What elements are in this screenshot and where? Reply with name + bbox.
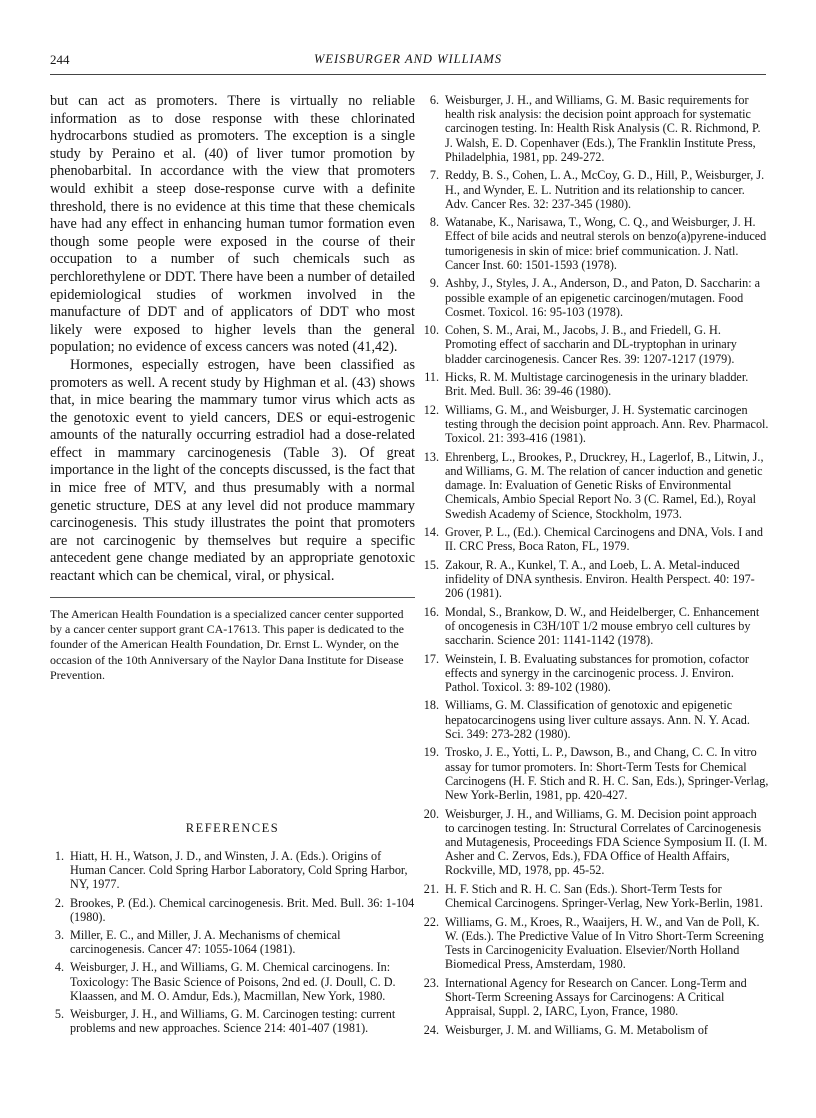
references-heading: REFERENCES — [185, 821, 280, 835]
reference-item — [421, 915, 769, 972]
reference-item — [421, 1023, 769, 1037]
reference-text: Weisburger, J. H., and Williams, G. M. Carcinogen testing: current problems and new approaches. Science 214: 401-407 (1981). — [70, 1007, 396, 1036]
reference-text: Hicks, R. M. Multistage carcinogenesis in the urinary bladder. Brit. Med. Bull. 36: 39-46 (1980). — [445, 370, 749, 399]
reference-item — [421, 168, 769, 211]
reference-number: 14. — [423, 525, 439, 540]
reference-item — [421, 450, 769, 521]
reference-item — [50, 1007, 415, 1035]
reference-text: Trosko, J. E., Yotti, L. P., Dawson, B., and Chang, C. C. In vitro assay for tumor promoters. In: Short-Term Tests for Chemical Carcinogens (H. F. Stich and R. H. C. San, Eds.), Springer-Verlag, New York-Berlin, 1981, pp. 420-427. — [445, 745, 769, 802]
reference-text: Hiatt, H. H., Watson, J. D., and Winsten, J. A. (Eds.). Origins of Human Cancer. Cold Spring Harbor Laboratory, Cold Spring Harbor, NY, 1977. — [70, 849, 408, 892]
reference-item — [50, 960, 415, 1003]
foundation-note: The American Health Foundation is a specialized cancer center supported by a cancer center support grant CA-17613. This paper is dedicated to the founder of the American Health Foundation, Dr. Ernst L. Wynder, on the occasion of the 10th Anniversary of the Naylor Dana Institute for Disease Prevention. — [50, 607, 404, 682]
reference-number: 23. — [423, 975, 439, 990]
reference-number: 12. — [423, 402, 439, 417]
reference-item — [50, 896, 415, 924]
reference-text: Williams, G. M. Classification of genotoxic and epigenetic hepatocarcinogens using liver culture assays. Ann. N. Y. Acad. Sci. 349: 273-282 (1980). — [445, 698, 750, 741]
reference-number: 20. — [423, 806, 439, 821]
reference-number: 21. — [423, 881, 439, 896]
reference-text: Weinstein, I. B. Evaluating substances for promotion, cofactor effects and synergy in the carcinogenic process. J. Environ. Pathol. Toxicol. 3: 89-102 (1980). — [445, 651, 749, 694]
reference-text: Williams, G. M., and Weisburger, J. H. Systematic carcinogen testing through the decision point approach. Ann. Rev. Pharmacol. Toxicol. 21: 393-416 (1981). — [445, 402, 769, 446]
reference-text: Weisburger, J. H., and Williams, G. M. Basic requirements for health risk analysis: the decision point approach for systematic carcinogen testing. In: Health Risk Analysis (C. R. Richmond, P. J. Walsh, E. D. Copenhaver (Eds.), The Franklin Institute Press, Philadelphia, 1981, pp. 249-272. — [445, 93, 761, 164]
reference-text: H. F. Stich and R. H. C. San (Eds.). Short-Term Tests for Chemical Carcinogens. Springer-Verlag, New York-Berlin, 1981. — [445, 881, 763, 911]
reference-item — [421, 276, 769, 319]
reference-number: 22. — [423, 914, 439, 929]
reference-number: 2. — [54, 895, 64, 910]
reference-number: 9. — [429, 276, 439, 291]
reference-number: 17. — [423, 651, 439, 666]
reference-text: Brookes, P. (Ed.). Chemical carcinogenesis. Brit. Med. Bull. 36: 1-104 (1980). — [70, 895, 415, 924]
reference-text: Watanabe, K., Narisawa, T., Wong, C. Q., and Weisburger, J. H. Effect of bile acids and neutral sterols on benzo(a)pyrene-induced tumorigenesis in skin of mice: brief communication. J. Natl. Cancer Inst. 60: 1501-1593 (1978). — [445, 215, 767, 272]
reference-text: Weisburger, J. M. and Williams, G. M. Metabolism of — [445, 1022, 708, 1037]
references-list-left — [50, 849, 415, 1039]
reference-item — [421, 652, 769, 695]
reference-item — [421, 698, 769, 741]
page-header — [50, 52, 766, 74]
body-text-column — [50, 93, 415, 586]
body-paragraph: but can act as promoters. There is virtually no reliable information as to dose response with these chlorinated hydrocarbons studied as promoters. The exception is a single study by Peraino et al. (40) of liver tumor promotion by phenobarbital. In accordance with the view that promoters would exhibit a steep dose-response curve with a definite threshold, there is no evidence at this time that these chemicals have had any effect in enhancing human tumor formation even though some people were exposed in the course of their occupation to a number of such chemicals such as perchlorethylene or DDT. There have been a number of detailed epidemiological studies of workmen involved in the manufacture of DDT and of applicators of DDT who most likely were exposed to higher levels than the general population; no evidence of excess cancers was noted (41,42). — [50, 93, 415, 356]
reference-text: Reddy, B. S., Cohen, L. A., McCoy, G. D., Hill, P., Weisburger, J. H., and Wynder, E. L. Nutrition and its relationship to cancer. Adv. Cancer Res. 32: 237-345 (1980). — [445, 168, 765, 211]
reference-number: 10. — [423, 323, 439, 338]
reference-item — [421, 323, 769, 366]
body-paragraph: Hormones, especially estrogen, have been classified as promoters as well. A recent study by Highman et al. (43) shows that, in mice bearing the mammary tumor virus which acts as the genotoxic event to yield cancers, DES or equi-estrogenic amounts of the naturally occurring estradiol had a dose-related effect in mammary carcinogenesis (Table 3). Of great importance in the light of the concepts discussed, is the fact that in mice free of MTV, and thus presumably with a normal genetic structure, DES at any level did not produce mammary carcinogenesis. This study illustrates the point that promoters are not carcinogenic by themselves but require a specific antecedent gene change mediated by an appropriate genotoxic reactant which can be chemical, viral, or physical. — [50, 356, 415, 585]
reference-text: Mondal, S., Brankow, D. W., and Heidelberger, C. Enhancement of oncogenesis in C3H/10T 1/2 mouse embryo cell cultures by saccharin. Science 201: 1141-1142 (1978). — [445, 604, 760, 648]
reference-number: 1. — [54, 849, 64, 863]
reference-item — [421, 93, 769, 164]
reference-item — [421, 403, 769, 446]
reference-number: 8. — [429, 215, 439, 230]
reference-number: 13. — [423, 449, 439, 464]
reference-item — [50, 928, 415, 956]
reference-number: 4. — [54, 960, 64, 975]
reference-text: Ehrenberg, L., Brookes, P., Druckrey, H., Lagerlof, B., Litwin, J., and Williams, G. M. The relation of cancer induction and genetic damage. In: Evaluation of Genetic Risks of Environmental Chemicals, Ambio Special Report No. 3 (C. Ramel, Ed.), Royal Swedish Academy of Science, Stockholm, 1973. — [445, 449, 764, 521]
reference-number: 5. — [54, 1007, 64, 1022]
reference-text: Ashby, J., Styles, J. A., Anderson, D., and Paton, D. Saccharin: a possible example of an epigenetic carcinogen/mutagen. Food Cosmet. Toxicol. 16: 95-103 (1978). — [445, 276, 761, 319]
reference-item — [421, 525, 769, 553]
reference-text: Miller, E. C., and Miller, J. A. Mechanisms of chemical carcinogenesis. Cancer 47: 1055-1064 (1981). — [70, 928, 341, 957]
header-rule — [50, 74, 766, 75]
reference-item — [50, 849, 415, 892]
reference-item — [421, 370, 769, 398]
reference-text: Zakour, R. A., Kunkel, T. A., and Loeb, L. A. Metal-induced infidelity of DNA synthesis. Environ. Health Perspect. 40: 197-206 (1981). — [445, 557, 755, 601]
footnote-divider — [50, 597, 415, 598]
references-list-right — [421, 93, 769, 1041]
reference-number: 3. — [54, 928, 64, 943]
reference-number: 6. — [429, 93, 439, 107]
reference-item — [421, 807, 769, 878]
reference-item — [421, 745, 769, 802]
reference-number: 7. — [429, 168, 439, 183]
reference-item — [421, 558, 769, 601]
reference-number: 11. — [424, 370, 439, 385]
running-head: WEISBURGER AND WILLIAMS — [313, 52, 503, 66]
reference-item — [421, 215, 769, 272]
reference-number: 15. — [423, 557, 439, 572]
reference-text: Weisburger, J. H., and Williams, G. M. Decision point approach to carcinogen testing. In: Structural Correlates of Carcinogenesis and Mutagenesis, Proceedings FDA Science Symposium II. (I. M. Asher and C. Zervos, Eds.), FDA Office of Health Affairs, Rockville, MD, 1978, pp. 45-52. — [445, 806, 768, 878]
reference-text: Cohen, S. M., Arai, M., Jacobs, J. B., and Friedell, G. H. Promoting effect of saccharin and DL-tryptophan in urinary bladder carcinogenesis. Cancer Res. 39: 1207-1217 (1979). — [445, 323, 737, 366]
reference-text: Weisburger, J. H., and Williams, G. M. Chemical carcinogens. In: Toxicology: The Basic Science of Poisons, 2nd ed. (J. Doull, C. D. Klaassen, and M. O. Amdur, Eds.), Macmillan, New York, 1980. — [70, 960, 396, 1003]
reference-item — [421, 882, 769, 910]
page-number: 244 — [50, 52, 70, 67]
reference-item — [421, 976, 769, 1019]
reference-text: Grover, P. L., (Ed.). Chemical Carcinogens and DNA, Vols. I and II. CRC Press, Boca Raton, FL, 1979. — [445, 525, 763, 554]
reference-number: 19. — [423, 745, 439, 760]
reference-number: 24. — [423, 1022, 439, 1037]
reference-item — [421, 605, 769, 648]
reference-number: 16. — [423, 604, 439, 619]
reference-text: International Agency for Research on Cancer. Long-Term and Short-Term Screening Assays for Carcinogens: A Critical Appraisal, Suppl. 2, IARC, Lyon, France, 1980. — [445, 975, 747, 1019]
reference-text: Williams, G. M., Kroes, R., Waaijers, H. W., and Van de Poll, K. W. (Eds.). The Predictive Value of In Vitro Short-Term Screening Tests in Carcinogenicity Evaluation. Elsevier/North Holland Biomedical Press, Amsterdam, 1980. — [445, 914, 764, 972]
reference-number: 18. — [423, 698, 439, 713]
